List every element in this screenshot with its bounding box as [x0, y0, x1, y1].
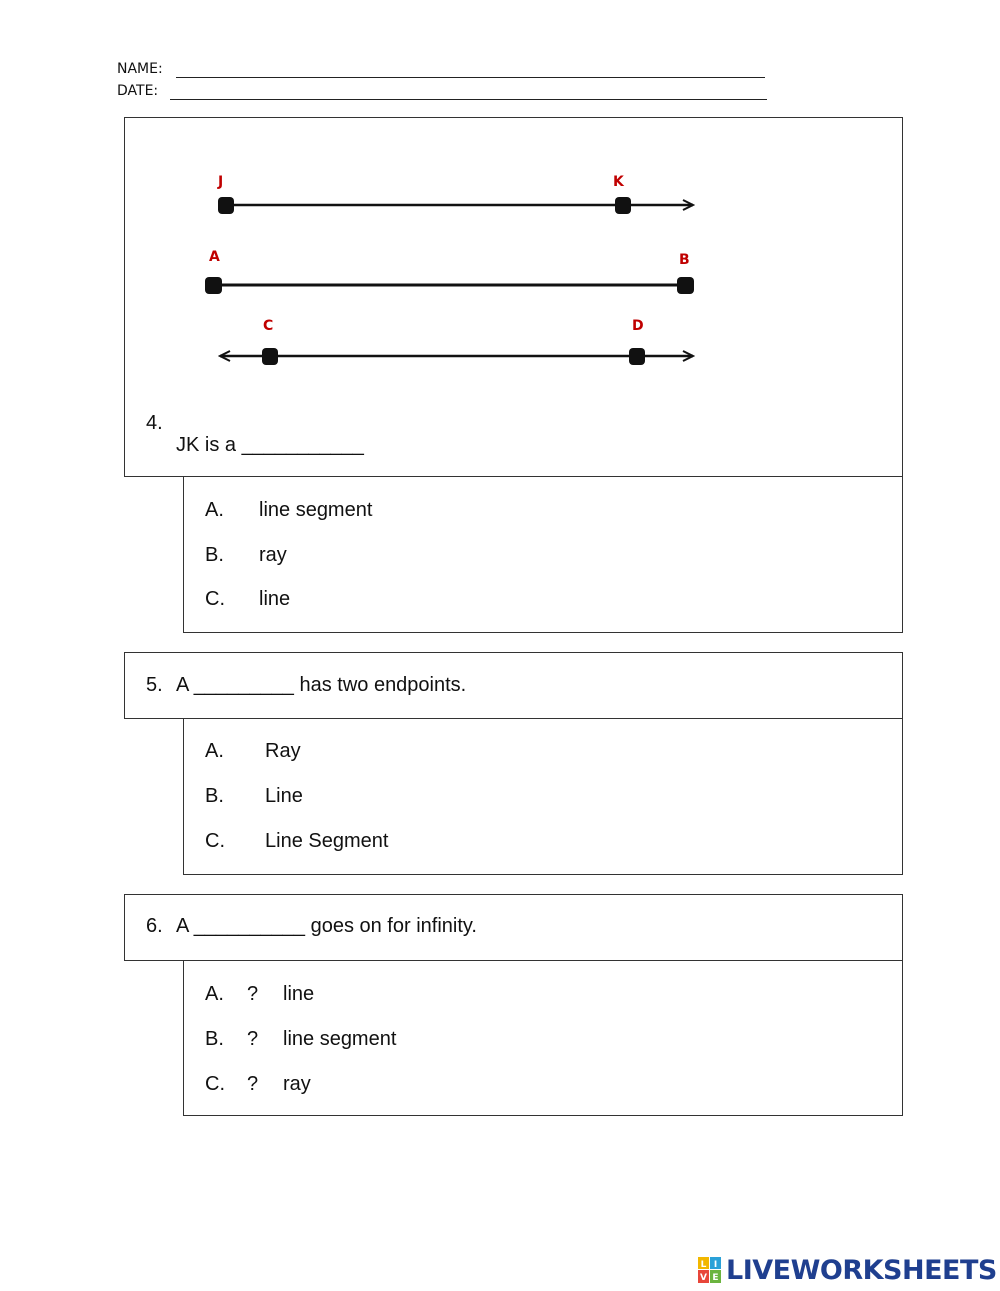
question-5-number: 5.: [146, 674, 163, 696]
question-4-box: [124, 117, 903, 477]
logo-text: LIVEWORKSHEETS: [726, 1254, 997, 1286]
date-label-text: DATE:: [117, 83, 159, 99]
option-4a[interactable]: [205, 499, 605, 523]
label-d: D: [632, 318, 644, 334]
option-6c[interactable]: [205, 1073, 605, 1097]
option-letter: C.: [205, 830, 225, 852]
point-c: [262, 348, 278, 365]
logo-blocks-icon: [697, 1256, 723, 1284]
point-d: [629, 348, 645, 365]
question-5-text: A _________ has two endpoints.: [176, 674, 467, 696]
name-label-text: NAME:: [117, 61, 163, 77]
point-j: [218, 197, 234, 214]
question-5-box: [124, 652, 903, 719]
question-4-options: [183, 476, 903, 633]
line-cd: [220, 318, 693, 365]
option-letter: B.: [205, 1028, 224, 1050]
option-letter: A.: [205, 499, 224, 521]
option-6b[interactable]: [205, 1028, 605, 1052]
option-label: ray: [283, 1073, 311, 1095]
ray-jk: [217, 174, 693, 214]
option-label: line: [283, 983, 315, 1005]
question-4-text: JK is a ___________: [176, 434, 364, 456]
segment-ab: [205, 249, 694, 294]
logo-block-i: I: [713, 1260, 718, 1270]
liveworksheets-logo: [697, 1254, 997, 1286]
option-label: Line Segment: [265, 830, 389, 852]
geometry-figure: [125, 118, 904, 418]
option-label: line: [259, 588, 291, 610]
point-b: [677, 277, 694, 294]
option-4b[interactable]: [205, 544, 605, 568]
option-marker: ?: [247, 1028, 259, 1050]
option-letter: C.: [205, 1073, 225, 1095]
option-letter: C.: [205, 588, 225, 610]
option-letter: A.: [205, 740, 224, 762]
question-6-box: [124, 894, 903, 961]
label-a: A: [209, 249, 220, 265]
option-5c[interactable]: [205, 830, 605, 854]
option-4c[interactable]: [205, 588, 605, 612]
point-a: [205, 277, 222, 294]
option-letter: A.: [205, 983, 224, 1005]
name-label: [117, 61, 163, 77]
logo-block-e: E: [712, 1273, 719, 1283]
label-k: K: [613, 174, 624, 190]
option-letter: B.: [205, 785, 224, 807]
option-5b[interactable]: [205, 785, 605, 809]
question-6-text: A __________ goes on for infinity.: [176, 915, 477, 937]
date-label: [117, 83, 158, 99]
point-k: [615, 197, 631, 214]
option-label: Line: [265, 785, 303, 807]
option-6a[interactable]: [205, 983, 605, 1007]
option-letter: B.: [205, 544, 224, 566]
label-j: J: [218, 174, 224, 190]
option-label: ray: [259, 544, 287, 566]
option-marker: ?: [247, 983, 259, 1005]
option-label: line segment: [259, 499, 373, 521]
option-label: Ray: [265, 740, 301, 762]
label-b: B: [679, 252, 690, 268]
question-5-options: [183, 718, 903, 875]
question-6-options: [183, 960, 903, 1116]
option-5a[interactable]: [205, 740, 605, 764]
question-6-number: 6.: [146, 915, 163, 937]
option-label: line segment: [283, 1028, 397, 1050]
logo-block-l: L: [700, 1260, 707, 1270]
question-4-number: 4.: [146, 412, 163, 434]
logo-block-v: V: [700, 1273, 707, 1283]
label-c: C: [263, 318, 274, 334]
option-marker: ?: [247, 1073, 259, 1095]
